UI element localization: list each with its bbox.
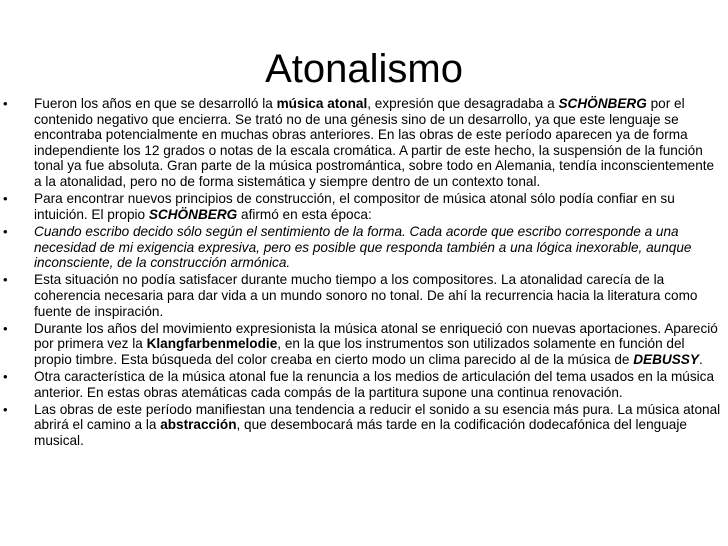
bullet-item [0,321,724,368]
bullet-text: Durante los años del movimiento expresionista la música atonal se enriqueció con nuevas aportaciones. Apareció por primera vez la [34,320,718,352]
bullet-dot-icon: • [3,96,8,111]
bullet-item [0,369,724,400]
bullet-text: Para encontrar nuevos principios de construcción, el compositor de música atonal sólo podía confiar en su intuición. El propio [34,191,675,222]
bullet-text: , en la que los instrumentos son utilizados solamente en función del propio timbre. Esta búsqueda del color creaba en cierto modo un clima parecido al de la música de [34,336,685,367]
bullet-dot-icon: • [3,401,8,417]
emphasis-text: SCHÖNBERG [558,96,647,111]
bullet-text: , que desembocará más tarde en la codificación dodecafónica del lenguaje musical. [34,417,687,449]
bullet-item [0,96,724,190]
emphasis-text: abstracción [160,417,237,433]
emphasis-text: Klangfarbenmelodie [146,336,278,352]
bullet-text: por el contenido negativo que encierra. Se trató no de una génesis sino de un desarrollo, ya que este lenguaje se encontraba potencialmente en muchas obras anteriores. En las obras de este período aparecen ya de forma independiente los 12 grados o notas de la escala cromática. A partir de este hecho, la suspensión de la función tonal ya fue absoluta. Gran parte de la música postromántica, sobre todo en Alemania, tendía inconscientemente a la atonalidad, pero no de forma sistemática y siempre dentro de un contexto tonal. [34,96,715,189]
bullet-text: Fueron los años en que se desarrolló la [34,96,277,111]
bullet-dot-icon: • [3,223,8,239]
bullet-item [0,224,724,271]
bullet-text: . [698,351,703,367]
bullet-text: Las obras de este período manifiestan una tendencia a reducir el sonido a su esencia más pura. La música atonal abrirá el camino a la [34,401,721,433]
bullet-text: , expresión que desagradaba a [367,96,559,111]
bullet-dot-icon: • [3,191,8,207]
bullet-text: afirmó en esta época: [237,206,372,222]
bullet-dot-icon: • [3,320,8,336]
emphasis-text: SCHÖNBERG [148,206,238,222]
emphasis-text: Cuando escribo decido sólo según el sentimiento de la forma. Cada acorde que escribo corresponde a una necesidad de mi exigencia expresiva, pero es posible que responda también a una lógica inexorable, aunque inconsciente, de la construcción armónica. [34,223,692,271]
bullet-dot-icon: • [3,272,8,288]
emphasis-text: música atonal [276,96,368,111]
bullet-list [0,96,724,450]
bullet-dot-icon: • [3,369,8,385]
bullet-item [0,191,724,222]
bullet-item [0,272,724,319]
emphasis-text: DEBUSSY [633,351,699,367]
bullet-item [0,402,724,449]
bullet-text: Otra característica de la música atonal fue la renuncia a los medios de articulación del tema usados en la música anterior. En estas obras atemáticas cada compás de la partitura supone una continua renovación. [34,369,715,400]
slide-title: Atonalismo [265,47,463,91]
bullet-text: Esta situación no podía satisfacer durante mucho tiempo a los compositores. La atonalidad carecía de la coherencia necesaria para dar vida a un mundo sonoro no tonal. De ahí la recurrencia hacia la literatura como fuente de inspiración. [34,272,698,319]
